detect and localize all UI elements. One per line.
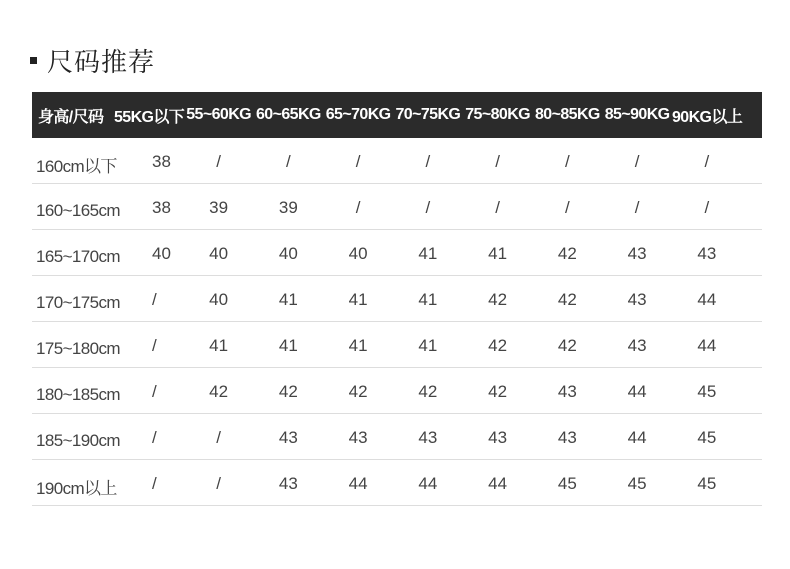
size-cell: 43 xyxy=(627,335,647,355)
size-cell: 40 xyxy=(348,243,368,263)
row-height-label: 185~190cm xyxy=(36,430,120,450)
size-cell: / xyxy=(152,335,157,355)
size-cell: 45 xyxy=(697,427,717,447)
size-cell: 42 xyxy=(278,381,298,401)
table-row xyxy=(32,460,762,506)
row-height-label: 160cm以下 xyxy=(36,157,117,176)
row-height-label: 160~165cm xyxy=(36,200,120,220)
row-height-label: 180~185cm xyxy=(36,384,120,404)
size-cell: 41 xyxy=(348,289,368,309)
row-height-label: 170~175cm xyxy=(36,292,120,312)
size-cell: 39 xyxy=(278,197,298,217)
size-cell: 42 xyxy=(209,381,229,401)
size-cell: 43 xyxy=(627,289,647,309)
size-cell: / xyxy=(152,427,157,447)
table-row xyxy=(32,414,762,460)
size-cell: 44 xyxy=(697,289,717,309)
table-row xyxy=(32,184,762,230)
size-cell: 40 xyxy=(209,243,229,263)
size-cell: 43 xyxy=(697,243,717,263)
header-first-cell: 身高/尺码 xyxy=(38,108,104,126)
row-height-label: 165~170cm xyxy=(36,246,120,266)
table-body xyxy=(32,138,762,506)
size-cell: 42 xyxy=(557,289,577,309)
size-cell: / xyxy=(704,197,710,217)
size-cell: 38 xyxy=(152,151,171,171)
size-cell: / xyxy=(355,197,361,217)
size-cell: 45 xyxy=(697,473,717,493)
size-cell: / xyxy=(286,151,291,171)
size-cell: 41 xyxy=(418,335,438,355)
size-cell: 43 xyxy=(418,427,438,447)
row-height-label: 190cm以上 xyxy=(36,479,117,498)
row-height-label: 175~180cm xyxy=(36,338,120,358)
size-cell: 44 xyxy=(627,427,647,447)
size-cell: 41 xyxy=(278,289,298,309)
size-cell: 43 xyxy=(278,427,298,447)
size-cell: 42 xyxy=(557,335,577,355)
size-cell: / xyxy=(495,151,500,171)
size-cell: 42 xyxy=(488,289,508,309)
size-cell: 41 xyxy=(209,335,229,355)
size-cell: 43 xyxy=(557,381,577,401)
size-cell: / xyxy=(425,197,431,217)
size-cell: / xyxy=(565,197,570,217)
size-cell: 43 xyxy=(348,427,368,447)
size-cell: / xyxy=(216,151,221,171)
size-chart-table xyxy=(32,92,762,506)
header-cell: 55KG以下 xyxy=(114,108,185,126)
size-cell: 44 xyxy=(697,335,717,355)
table-row xyxy=(32,322,762,368)
table-row xyxy=(32,368,762,414)
title-bullet-icon xyxy=(30,57,37,64)
size-cell: 42 xyxy=(488,335,508,355)
section-title xyxy=(30,42,155,78)
size-cell: / xyxy=(425,151,431,171)
size-cell: 44 xyxy=(348,473,368,493)
size-cell: 41 xyxy=(348,335,368,355)
size-cell: 41 xyxy=(278,335,298,355)
size-cell: 42 xyxy=(488,381,508,401)
header-cell: 90KG以上 xyxy=(672,108,743,126)
size-cell: 43 xyxy=(488,427,508,447)
size-cell: 45 xyxy=(697,381,717,401)
size-cell: / xyxy=(152,381,157,401)
size-cell: 41 xyxy=(488,243,508,263)
size-cell: 44 xyxy=(418,473,438,493)
header-cell: 55~60KG xyxy=(186,106,251,123)
header-cell: 70~75KG xyxy=(395,106,461,123)
size-cell: / xyxy=(355,151,361,171)
header-cell: 75~80KG xyxy=(465,106,530,123)
size-cell: / xyxy=(152,473,157,493)
size-cell: 42 xyxy=(418,381,438,401)
size-cell: / xyxy=(216,473,221,493)
size-cell: / xyxy=(634,197,640,217)
header-cell: 80~85KG xyxy=(535,106,600,123)
size-cell: 45 xyxy=(627,473,647,493)
size-cell: 43 xyxy=(278,473,298,493)
size-cell: / xyxy=(634,151,640,171)
size-cell: 40 xyxy=(152,243,171,263)
size-cell: 42 xyxy=(557,243,577,263)
size-cell: / xyxy=(495,197,500,217)
size-cell: / xyxy=(704,151,710,171)
size-cell: / xyxy=(216,427,221,447)
size-cell: / xyxy=(152,289,157,309)
size-cell: 41 xyxy=(418,243,438,263)
table-row xyxy=(32,138,762,184)
header-cell: 85~90KG xyxy=(604,106,670,123)
header-cell: 65~70KG xyxy=(325,106,391,123)
size-cell: 38 xyxy=(152,197,171,217)
size-cell: 44 xyxy=(488,473,508,493)
size-cell: 43 xyxy=(557,427,577,447)
table-row xyxy=(32,230,762,276)
size-cell: / xyxy=(565,151,570,171)
size-cell: 39 xyxy=(209,197,229,217)
header-cell: 60~65KG xyxy=(256,106,321,123)
size-cell: 45 xyxy=(557,473,577,493)
size-cell: 40 xyxy=(209,289,229,309)
size-cell: 43 xyxy=(627,243,647,263)
size-cell: 41 xyxy=(418,289,438,309)
table-row xyxy=(32,276,762,322)
size-cell: 42 xyxy=(348,381,368,401)
section-title-text: 尺码推荐 xyxy=(47,46,156,77)
size-cell: 44 xyxy=(627,381,647,401)
size-cell: 40 xyxy=(278,243,298,263)
table-header xyxy=(32,92,762,138)
